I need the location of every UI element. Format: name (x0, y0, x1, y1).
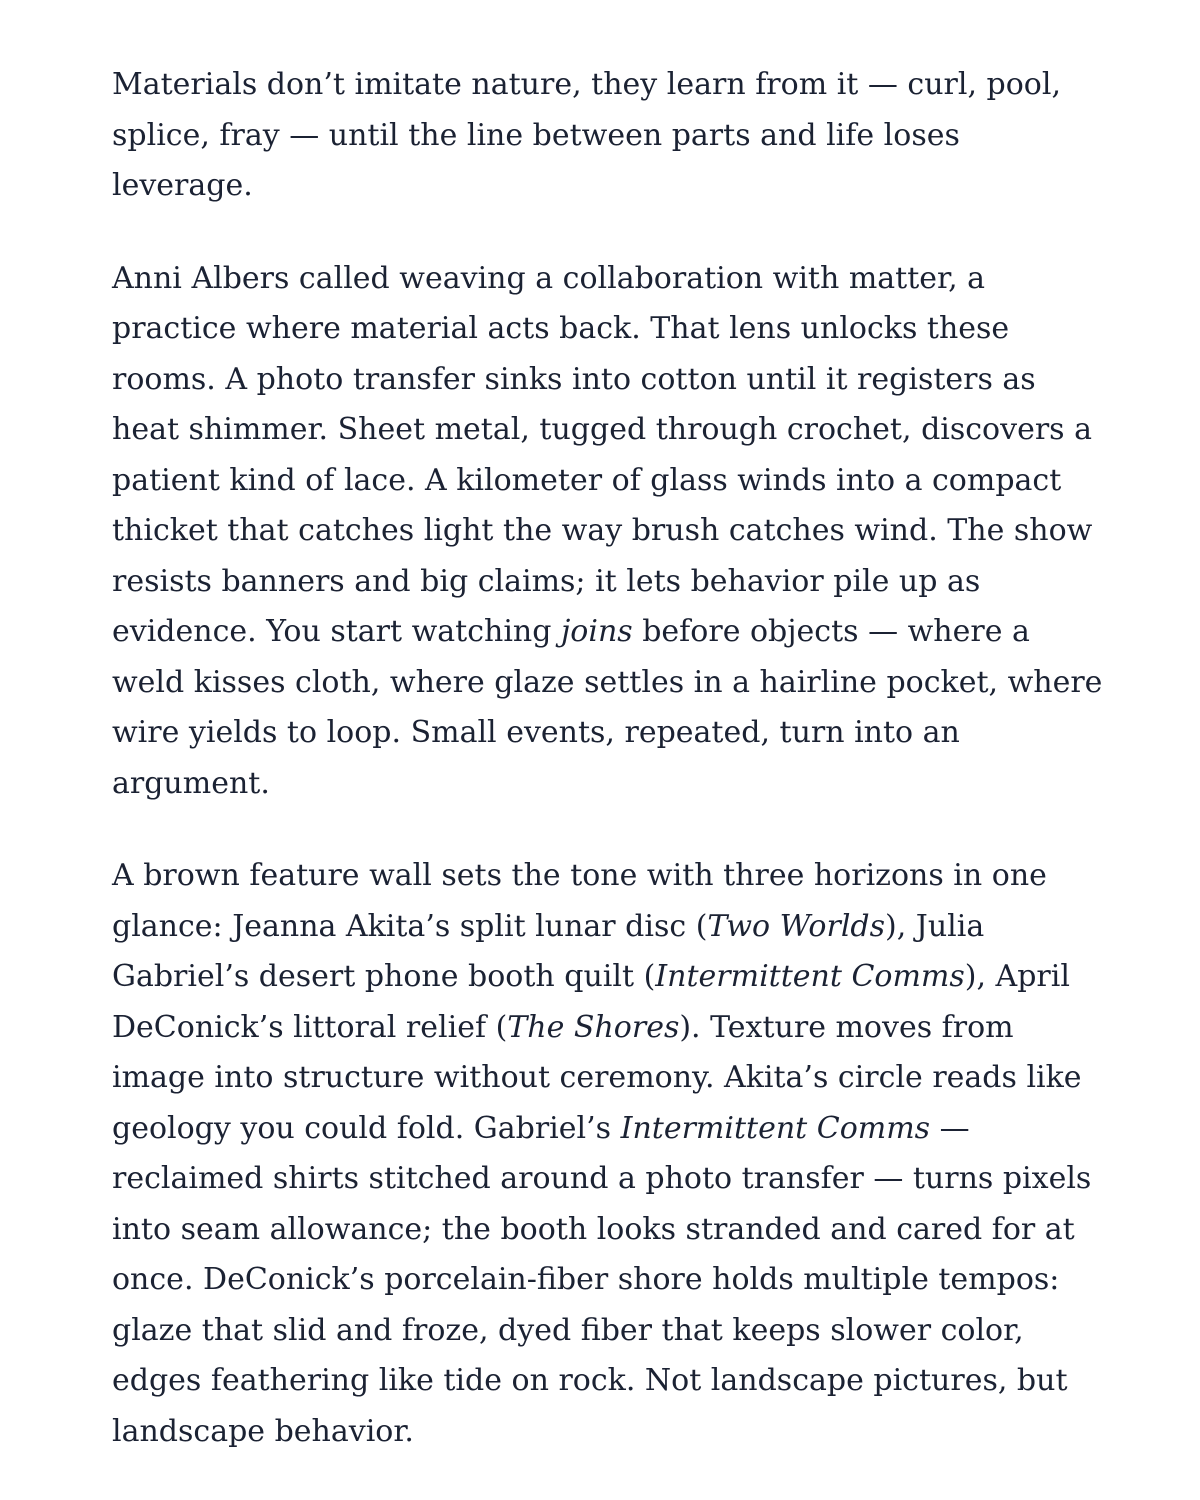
italic-text: The Shores (507, 1009, 680, 1045)
body-text: once. DeConick’s porcelain-fiber shore holds multiple tempos: (112, 1262, 1060, 1297)
body-text: practice where material acts back. That lens unlocks these (112, 311, 1010, 346)
text-line (112, 456, 1090, 507)
text-line (112, 1053, 1090, 1104)
body-text: heat shimmer. Sheet metal, tugged through crochet, discovers a (112, 412, 1092, 447)
body-text: patient kind of lace. A kilometer of glass winds into a compact (112, 462, 1062, 498)
text-line (112, 759, 1090, 810)
body-text: into seam allowance; the booth looks stranded and cared for at (112, 1211, 1075, 1247)
text-line (112, 1407, 1090, 1458)
body-text: A brown feature wall sets the tone with three horizons in one (112, 858, 1047, 893)
body-text: glaze that slid and froze, dyed fiber that keeps slower color, (112, 1312, 1024, 1348)
text-line (112, 1003, 1090, 1054)
body-text: weld kisses cloth, where glaze settles in a hairline pocket, where (112, 664, 1103, 700)
body-text: image into structure without ceremony. Akita’s circle reads like (112, 1060, 1082, 1095)
body-text: Materials don’t imitate nature, they learn from it — curl, pool, (112, 67, 1061, 102)
text-line (112, 1205, 1090, 1256)
text-line (112, 355, 1090, 406)
body-text: evidence. You start watching (112, 614, 561, 649)
text-line (112, 506, 1093, 557)
text-line (112, 607, 1090, 658)
text-line (112, 952, 1090, 1003)
body-text: DeConick’s littoral relief ( (112, 1009, 508, 1045)
body-text: ), April (964, 959, 1070, 994)
body-text: reclaimed shirts stitched around a photo transfer — turns pixels (112, 1161, 1092, 1196)
italic-text: Two Worlds (707, 908, 886, 944)
text-line (112, 1154, 1090, 1205)
text-line (112, 161, 1090, 212)
body-text: wire yields to loop. Small events, repeated, turn into an (112, 715, 960, 750)
body-text: glance: Jeanna Akita’s split lunar disc ( (112, 908, 708, 944)
text-line (112, 1104, 1090, 1155)
body-text: landscape behavior. (112, 1413, 414, 1449)
text-line (112, 902, 1090, 953)
body-text: resists banners and big claims; it lets behavior pile up as (112, 563, 981, 599)
text-line (112, 405, 1090, 456)
text-line (112, 851, 1090, 902)
body-text: splice, fray — until the line between parts and life loses (112, 117, 960, 153)
body-text: before objects — where a (632, 614, 1030, 649)
text-line (112, 60, 1090, 111)
italic-text: Intermittent Comms (655, 959, 965, 994)
body-text: ). Texture moves from (679, 1009, 1014, 1045)
body-text: thicket that catches light the way brush catches wind. The show (112, 513, 1093, 548)
body-text: Gabriel’s desert phone booth quilt ( (112, 959, 656, 994)
body-text: leverage. (112, 168, 253, 203)
body-text: geology you could fold. Gabriel’s (112, 1110, 621, 1146)
text-line (112, 304, 1090, 355)
body-text: — (930, 1110, 970, 1146)
text-line (112, 254, 1090, 305)
text-line (112, 658, 1103, 709)
body-text: Anni Albers called weaving a collaboration with matter, a (112, 260, 986, 296)
text-line (112, 557, 1090, 608)
text-line (112, 111, 1090, 162)
paragraph (112, 254, 1103, 810)
text-line (112, 1306, 1090, 1357)
text-line (112, 1255, 1090, 1306)
text-line (112, 708, 1090, 759)
body-text: argument. (112, 765, 270, 801)
paragraph (112, 851, 1090, 1457)
body-text: ), Julia (885, 908, 985, 944)
italic-text: Intermittent Comms (620, 1110, 931, 1146)
text-line (112, 1356, 1090, 1407)
italic-text: joins (561, 614, 633, 649)
paragraph (112, 60, 1090, 212)
body-text: rooms. A photo transfer sinks into cotton until it registers as (112, 361, 1036, 397)
body-text: edges feathering like tide on rock. Not landscape pictures, but (112, 1363, 1068, 1398)
